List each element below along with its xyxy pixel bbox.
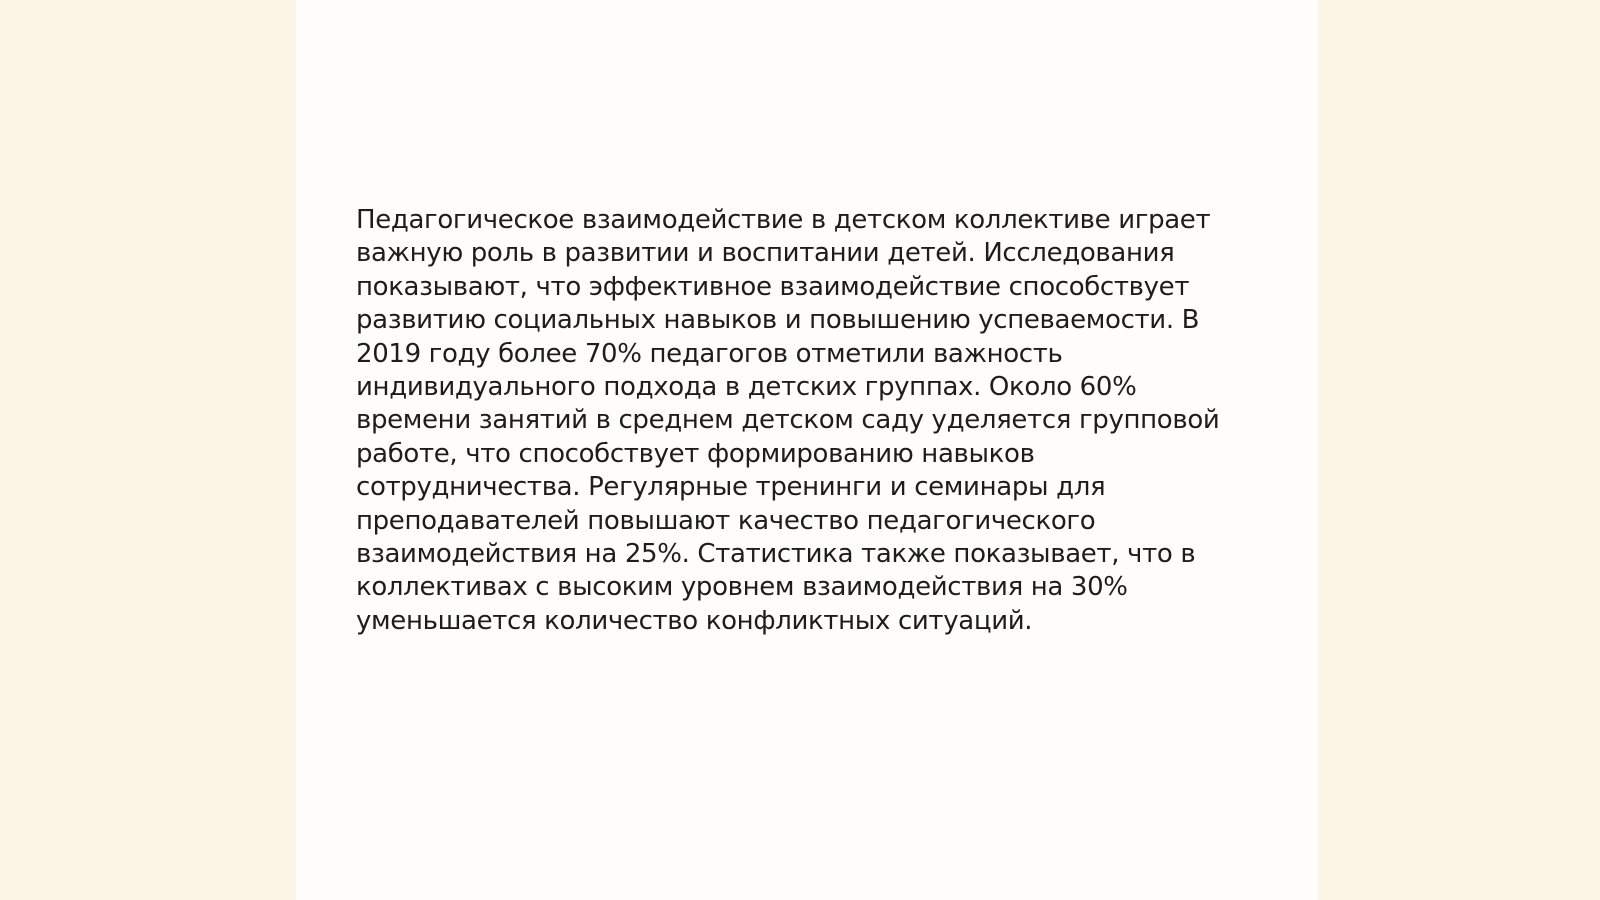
- paragraph-line: времени занятий в среднем детском саду уделяется групповой: [356, 405, 1220, 436]
- paragraph-line: важную роль в развитии и воспитании детей. Исследования: [356, 238, 1175, 269]
- body-paragraph: [356, 204, 1256, 638]
- paragraph-line: преподавателей повышают качество педагогического: [356, 505, 1096, 536]
- paragraph-line: коллективах с высоким уровнем взаимодействия на 30%: [356, 572, 1128, 603]
- paragraph-line: взаимодействия на 25%. Статистика также показывает, что в: [356, 539, 1196, 570]
- paragraph-line: Педагогическое взаимодействие в детском коллективе играет: [356, 205, 1211, 235]
- paragraph-line: сотрудничества. Регулярные тренинги и семинары для: [356, 472, 1106, 503]
- paragraph-line: уменьшается количество конфликтных ситуаций.: [356, 605, 1033, 636]
- document-page: [296, 0, 1318, 900]
- paragraph-line: работе, что способствует формированию навыков: [356, 438, 1035, 469]
- paragraph-line: развитию социальных навыков и повышению успеваемости. В: [356, 305, 1200, 336]
- paragraph-line: индивидуального подхода в детских группах. Около 60%: [356, 372, 1137, 403]
- paragraph-line: 2019 году более 70% педагогов отметили важность: [356, 338, 1063, 369]
- paragraph-line: показывают, что эффективное взаимодействие способствует: [356, 271, 1190, 302]
